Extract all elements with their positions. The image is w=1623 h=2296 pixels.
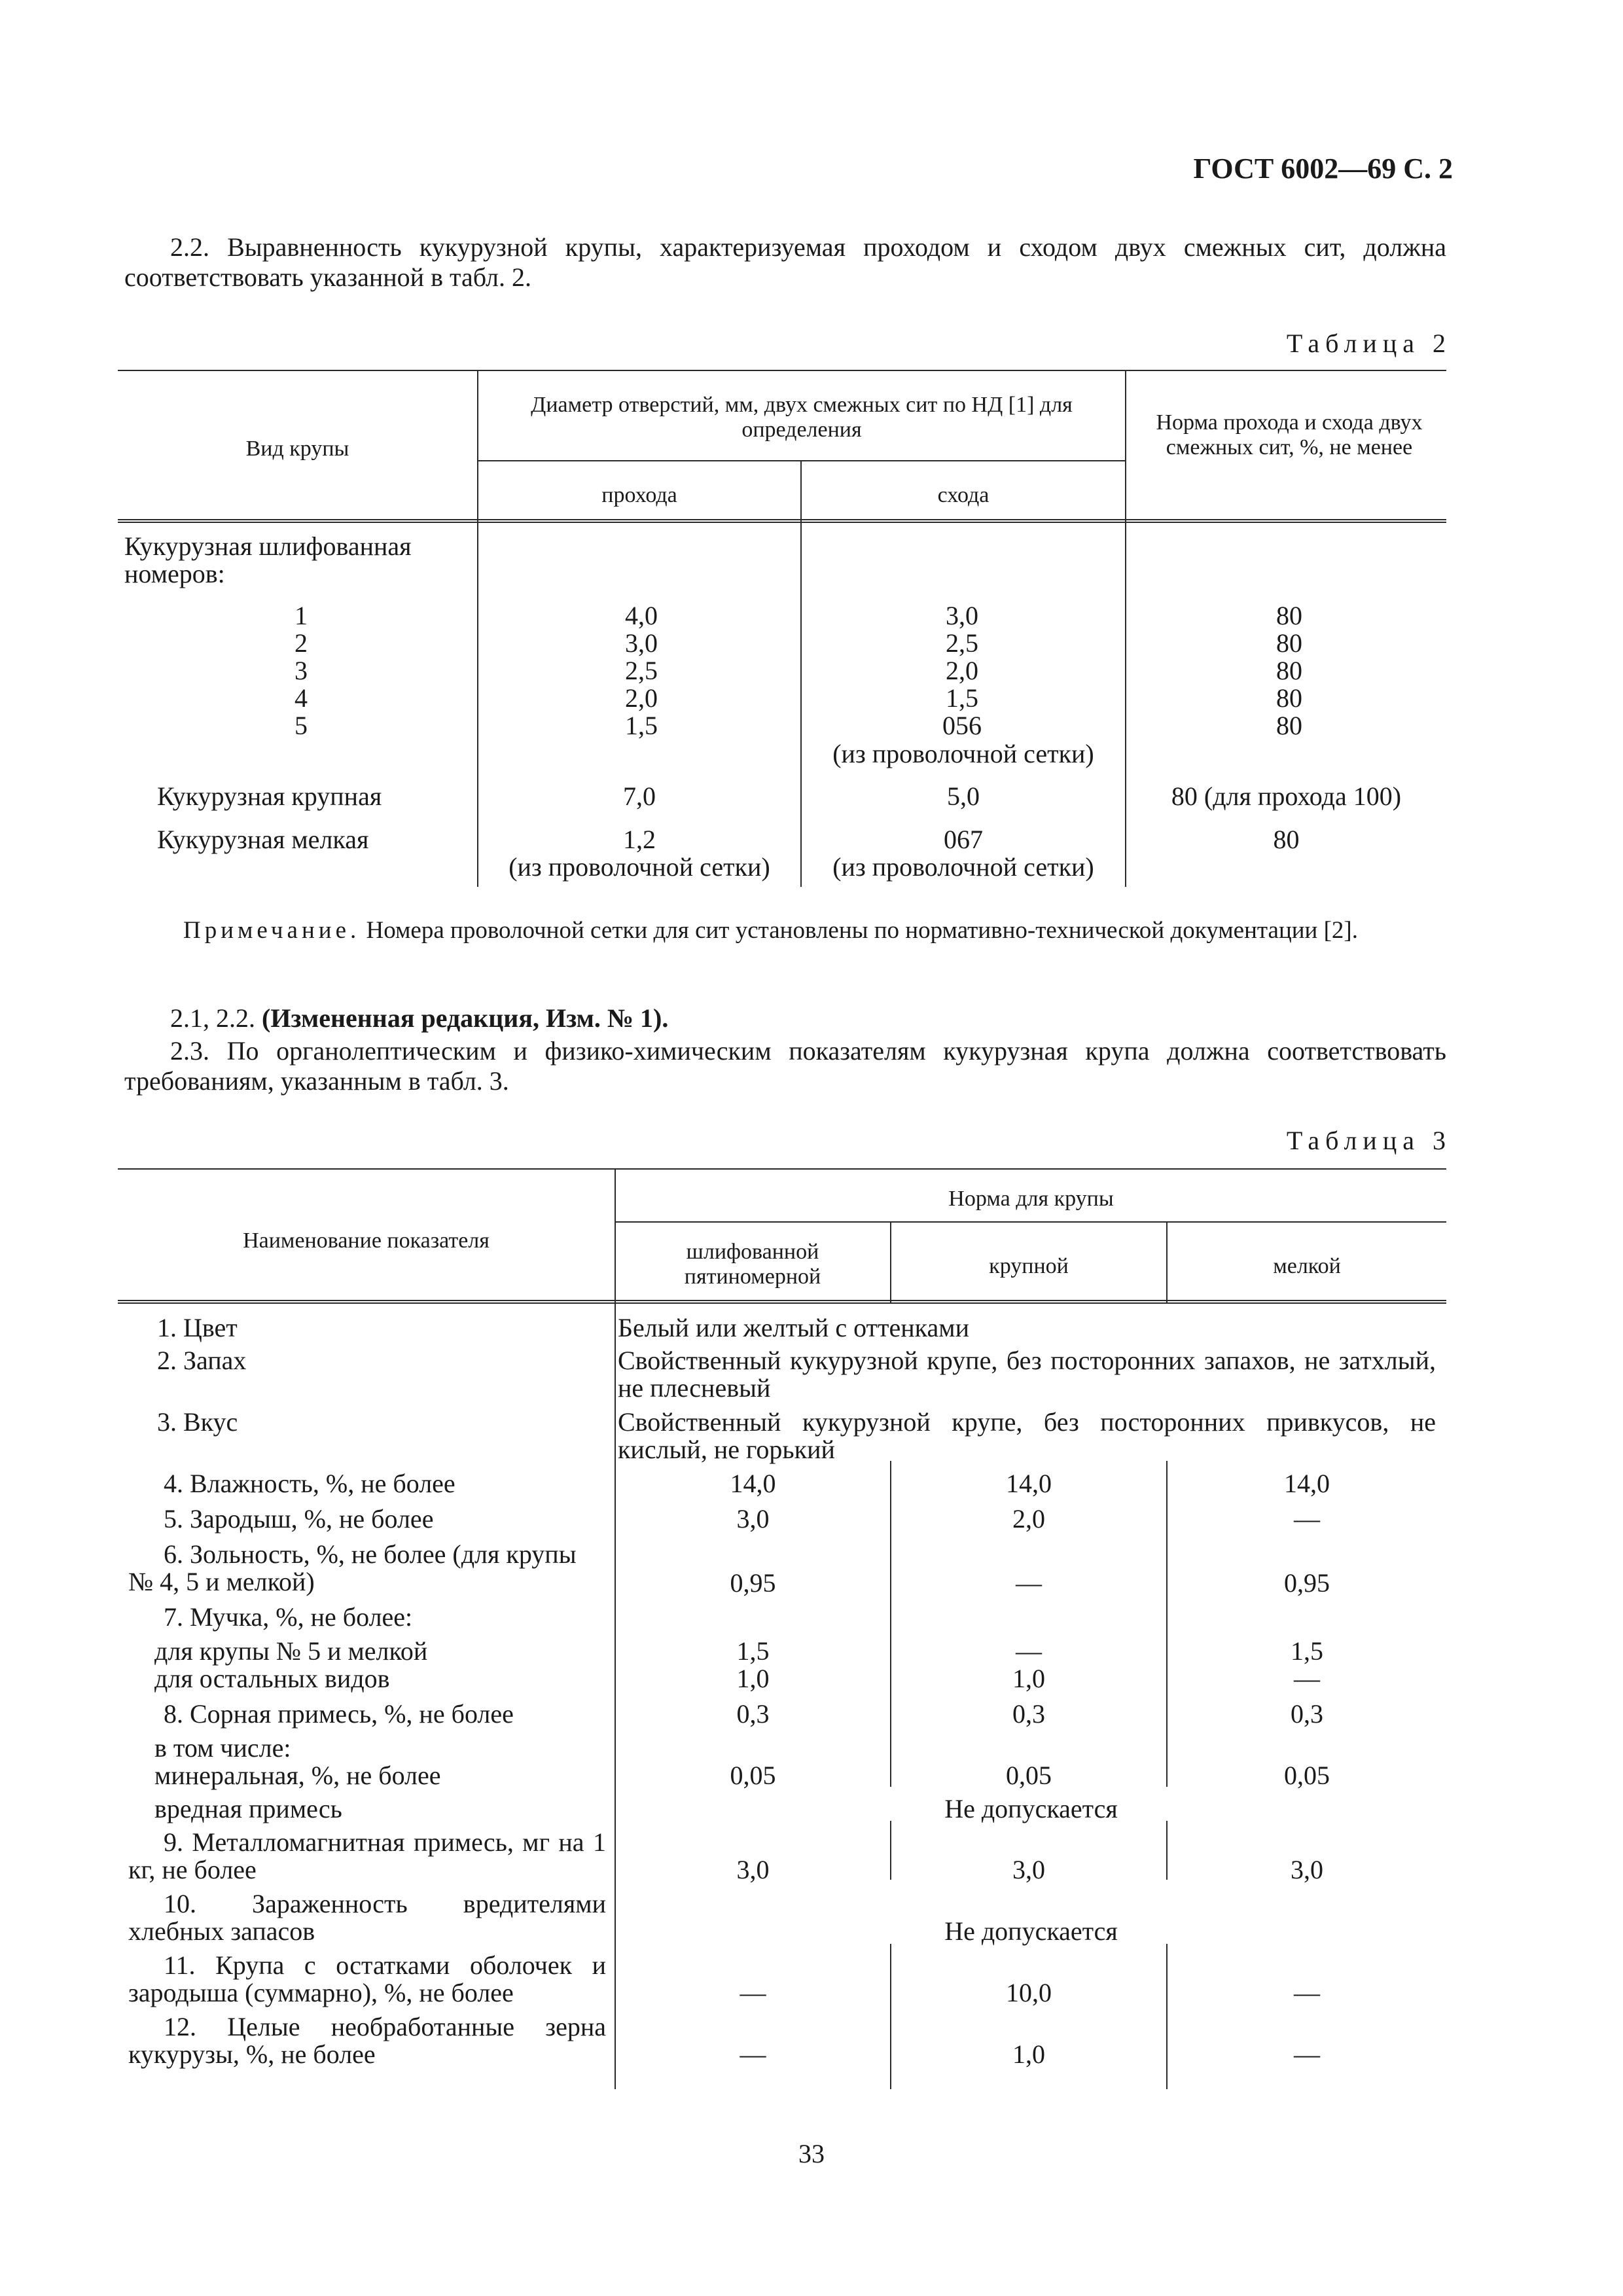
table3-cell: 1,0 [1012, 2039, 1045, 2069]
table3-cell: 0,3 [1291, 1699, 1323, 1729]
table2-top-rule [118, 370, 1446, 371]
table3-cell: 0,05 [1284, 1761, 1330, 1790]
table3-cell: 10,0 [1006, 1978, 1052, 2007]
table3-cell: 0,95 [1284, 1568, 1330, 1598]
table3-cell: 14,0 [1006, 1469, 1052, 1498]
table3-row-sublabel: вредная примесь [154, 1794, 342, 1823]
table3-header-col4: мелкой [1273, 1254, 1341, 1278]
table2-cell-norm: 80 (для прохода 100) [1171, 781, 1402, 811]
page-number: 33 [798, 2139, 825, 2168]
table2-cell-over: 056 [942, 711, 982, 740]
table2-row-num: 2 [294, 628, 308, 658]
table3-header-col3: крупной [989, 1254, 1069, 1278]
table2-note [124, 916, 1446, 945]
table3-cell: — [1016, 1568, 1042, 1598]
table3-merged-value: Белый или желтый с оттенками [618, 1313, 969, 1342]
note-label: Примечание. [183, 917, 361, 944]
table2-cell-pass: 3,0 [625, 628, 658, 658]
table2-header-norm: Норма прохода и схода двух смежных сит, %, не менее [1156, 410, 1423, 459]
table3-cell: 3,0 [1012, 1855, 1045, 1884]
table3-row-label: 3. Вкус [157, 1407, 238, 1437]
table2-cell-pass: 4,0 [625, 601, 658, 630]
table3-row-label: 8. Сорная примесь, %, не более [164, 1699, 514, 1729]
table3-cell: 14,0 [1284, 1469, 1330, 1498]
table2-cell-pass: 1,2 [623, 825, 656, 854]
table3-cell: — [740, 1978, 766, 2007]
table3-merged-value: Свойственный кукурузной крупе, без посторонних запахов, не затхлый, не плесневый [618, 1346, 1436, 1403]
table3-row-label: 4. Влажность, %, не более [164, 1469, 455, 1498]
table3-cell: 2,0 [1012, 1504, 1045, 1534]
table2-row-num: 4 [294, 683, 308, 713]
table2-caption: Таблица 2 [1286, 329, 1452, 358]
table3-cell: 14,0 [730, 1469, 776, 1498]
table3-row-label: 7. Мучка, %, не более: [164, 1602, 413, 1632]
table2-cell-over: 5,0 [947, 781, 980, 811]
table3-merged-value: Не допускается [944, 1916, 1118, 1946]
amendment-line [170, 1003, 668, 1033]
table3-row-label: 11. Крупа с остатками оболочек и зародыша (суммарно), %, не более [128, 1950, 606, 2007]
page-header: ГОСТ 6002—69 С. 2 [1193, 152, 1453, 185]
table2-cell-norm: 80 [1276, 601, 1302, 630]
table3-row-sublabel: для крупы № 5 и мелкой [154, 1636, 428, 1666]
table3-cell: 3,0 [736, 1855, 770, 1884]
table2-cell-pass: 1,5 [625, 711, 658, 740]
table2-cell-pass: 2,5 [625, 656, 658, 685]
table3-cell: — [1016, 1636, 1042, 1666]
table3-cell: 0,95 [730, 1568, 776, 1598]
table2-header-group: Диаметр отверстий, мм, двух смежных сит по НД [1] для определения [531, 393, 1073, 442]
amendment-prefix: 2.1, 2.2. [170, 1003, 262, 1033]
table3-cell: 1,5 [736, 1636, 770, 1666]
table2-cell-over: 2,5 [946, 628, 978, 658]
table2-row-name: Кукурузная крупная [157, 781, 382, 811]
table2-row-num: 5 [294, 711, 308, 740]
table2-cell-over: 067 [944, 825, 983, 854]
table3-cell: 0,3 [736, 1699, 770, 1729]
table2-header-kind: Вид крупы [245, 437, 349, 461]
table3-row-sublabel: минеральная, %, не более [154, 1761, 441, 1790]
table2-row-num: 3 [294, 656, 308, 685]
table3-cell: — [1294, 1664, 1320, 1693]
table3-header-name: Наименование показателя [243, 1229, 490, 1253]
table3-header-col2: шлифованной пятиномерной [684, 1240, 821, 1289]
table3-merged-value: Не допускается [944, 1794, 1118, 1823]
table3-caption: Таблица 3 [1286, 1126, 1452, 1155]
table3-cell: — [1294, 1978, 1320, 2007]
table3-cell: 3,0 [1291, 1855, 1323, 1884]
table2-cell-norm: 80 [1276, 628, 1302, 658]
table3-cell: 0,05 [1006, 1761, 1052, 1790]
paragraph-2-3: 2.3. По органолептическим и физико-химическим показателям кукурузная крупа должна соответствовать требованиям, указанным в табл. 3. [124, 1036, 1446, 1096]
table3-cell: 1,0 [736, 1664, 770, 1693]
table2-cell-note: (из проволочной сетки) [508, 852, 770, 882]
table3-row-sublabel: в том числе: [154, 1733, 291, 1763]
paragraph-2-2: 2.2. Выравненность кукурузной крупы, характеризуемая проходом и сходом двух смежных сит, должна соответствовать указанной в табл. 2. [124, 232, 1446, 292]
table3-row-label: 6. Зольность, %, не более (для крупы № 4, 5 и мелкой) [128, 1539, 577, 1596]
table3-header-rule [118, 1300, 1446, 1304]
table2-row-name: Кукурузная мелкая [157, 825, 369, 854]
table3-merged-value: Свойственный кукурузной крупе, без посторонних привкусов, не кислый, не горький [618, 1407, 1436, 1464]
table3-header-group: Норма для крупы [948, 1187, 1114, 1211]
table2-cell-over: 3,0 [946, 601, 978, 630]
table3-subheader-rule [615, 1221, 1446, 1223]
table2-cell-norm: 80 [1276, 683, 1302, 713]
note-text: Номера проволочной сетки для сит установлены по нормативно-технической документации [2]. [360, 917, 1358, 944]
table2-section-label: Кукурузная шлифованная [124, 531, 412, 561]
table3-cell: — [1294, 2039, 1320, 2069]
table3-cell: — [1294, 1504, 1320, 1534]
table2-cell-over: 1,5 [946, 683, 978, 713]
table2-section-label: номеров: [124, 559, 225, 588]
table2-cell-note: (из проволочной сетки) [832, 852, 1094, 882]
table3-cell: — [740, 2039, 766, 2069]
table2-cell-norm: 80 [1273, 825, 1300, 854]
table2-header-rule [118, 519, 1446, 523]
table2-header-over: схода [937, 483, 990, 507]
table3-row-label: 10. Зараженность вредителями хлебных запасов [128, 1889, 606, 1946]
table2-col-divider [800, 460, 802, 887]
table2-cell-pass: 2,0 [625, 683, 658, 713]
table3-row-label: 2. Запах [157, 1346, 247, 1375]
table3-cell: 0,3 [1012, 1699, 1045, 1729]
table2-cell-over: 2,0 [946, 656, 978, 685]
table2-cell-note: (из проволочной сетки) [832, 739, 1094, 768]
table3-row-label: 9. Металломагнитная примесь, мг на 1 кг, не более [128, 1827, 606, 1884]
amendment-bold: (Измененная редакция, Изм. № 1). [262, 1003, 669, 1033]
table3-row-label: 12. Целые необработанные зерна кукурузы, %, не более [128, 2012, 606, 2069]
table3-row-label: 5. Зародыш, %, не более [164, 1504, 434, 1534]
table2-cell-norm: 80 [1276, 711, 1302, 740]
table3-col-divider [615, 1304, 616, 2089]
table2-subheader-rule [478, 460, 1126, 461]
table3-row-label: 1. Цвет [157, 1313, 238, 1342]
table3-cell: 3,0 [736, 1504, 770, 1534]
table2-cell-norm: 80 [1276, 656, 1302, 685]
table3-cell: 1,0 [1012, 1664, 1045, 1693]
table2-header-pass: прохода [601, 483, 677, 507]
table2-cell-pass: 7,0 [623, 781, 656, 811]
table3-top-rule [118, 1168, 1446, 1170]
table2-row-num: 1 [294, 601, 308, 630]
table3-row-sublabel: для остальных видов [154, 1664, 390, 1693]
table3-cell: 0,05 [730, 1761, 776, 1790]
table3-cell: 1,5 [1291, 1636, 1323, 1666]
